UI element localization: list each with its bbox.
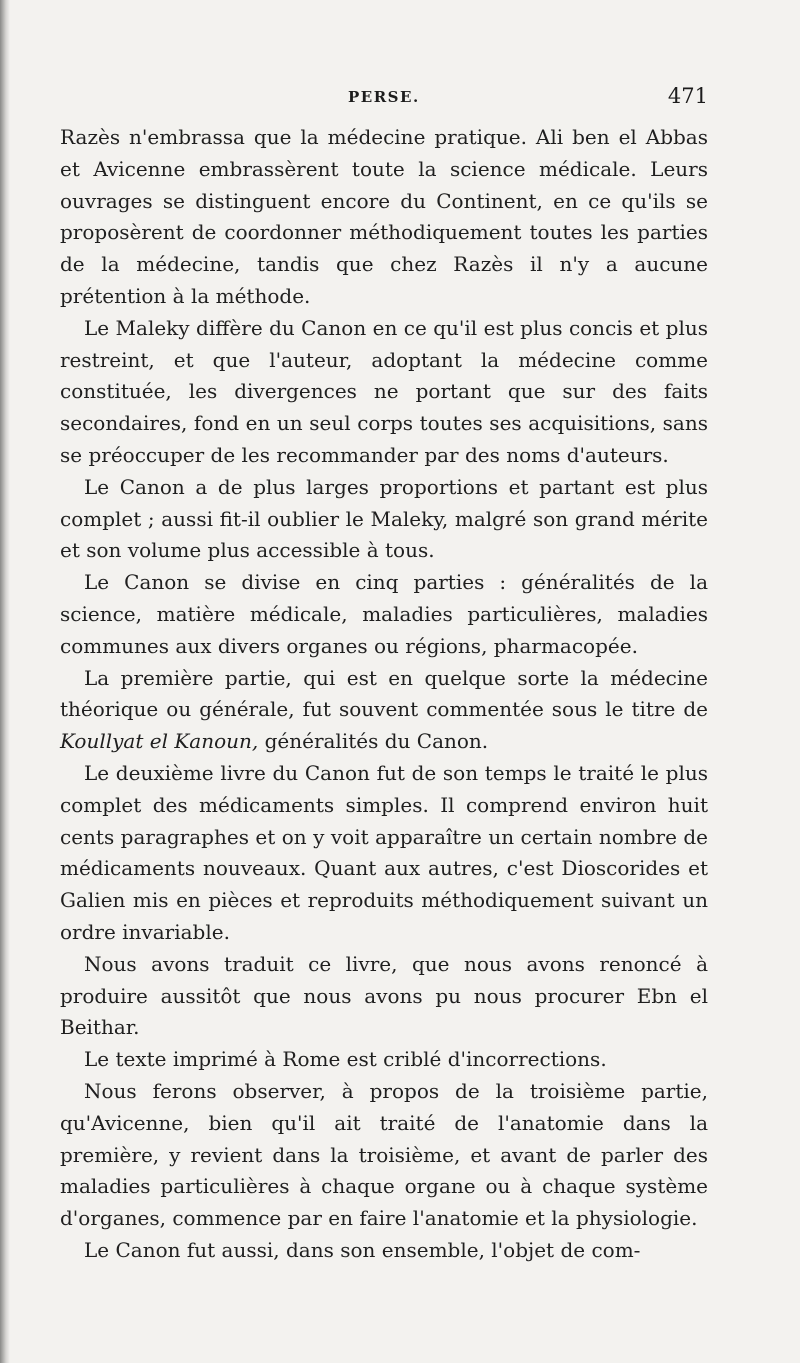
paragraph-3: Le Canon a de plus larges proportions et partant est plus complet ; aussi fit-il oublier le Maleky, malgré son grand mérite et son volume plus accessible à tous. xyxy=(60,474,708,563)
paragraph-6: Le deuxième livre du Canon fut de son temps le traité le plus complet des médicaments simples. Il comprend environ huit cents paragraphes et on y voit apparaître un certain nombre de médicaments nouveaux. Quant aux autres, c'est Dioscorides et Galien mis en pièces et reproduits méthodiquement suivant un ordre invariable. xyxy=(60,760,708,944)
body-text xyxy=(60,122,708,1267)
running-head: PERSE. xyxy=(348,88,420,106)
page-number: 471 xyxy=(667,84,708,108)
paragraph-9: Nous ferons observer, à propos de la troisième partie, qu'Avicenne, bien qu'il ait traité de l'anatomie dans la première, y revient dans la troisième, et avant de parler des maladies particulières à chaque organe ou à chaque système d'organes, commence par en faire l'anatomie et la physiologie. xyxy=(60,1078,708,1231)
paragraph-5-book-title: Koullyat el Kanoun, xyxy=(60,729,259,754)
paragraph-2: Le Maleky diffère du Canon en ce qu'il est plus concis et plus restreint, et que l'auteur, adoptant la médecine comme constituée, les divergences ne portant que sur des faits secondaires, fond en un seul corps toutes ses acquisitions, sans se préoccuper de les recommander par des noms d'auteurs. xyxy=(60,315,708,467)
paragraph-7: Nous avons traduit ce livre, que nous avons renoncé à produire aussitôt que nous avons pu nous procurer Ebn el Beithar. xyxy=(60,951,708,1040)
paragraph-4: Le Canon se divise en cinq parties : généralités de la science, matière médicale, maladies particulières, maladies communes aux divers organes ou régions, pharmacopée. xyxy=(60,570,708,658)
paragraph-1: Razès n'embrassa que la médecine pratique. Ali ben el Abbas et Avicenne embrassèrent toute la science médicale. Leurs ouvrages se distinguent encore du Continent, en ce qu'ils se proposèrent de coordonner méthodiquement toutes les parties de la médecine, tandis que chez Razès il n'y a aucune prétention à la méthode. xyxy=(60,125,708,308)
page-gutter-shadow xyxy=(0,0,10,1363)
page-header xyxy=(58,78,708,118)
paragraph-5-text-before: La première partie, qui est en quelque sorte la médecine théorique ou générale, fut souvent commentée sous le titre de xyxy=(60,665,708,722)
paragraph-8: Le texte imprimé à Rome est criblé d'incorrections. xyxy=(84,1047,607,1072)
paragraph-5 xyxy=(60,663,708,758)
paragraph-10: Le Canon fut aussi, dans son ensemble, l'objet de com- xyxy=(84,1237,641,1262)
paragraph-5-text-after: généralités du Canon. xyxy=(258,729,489,754)
